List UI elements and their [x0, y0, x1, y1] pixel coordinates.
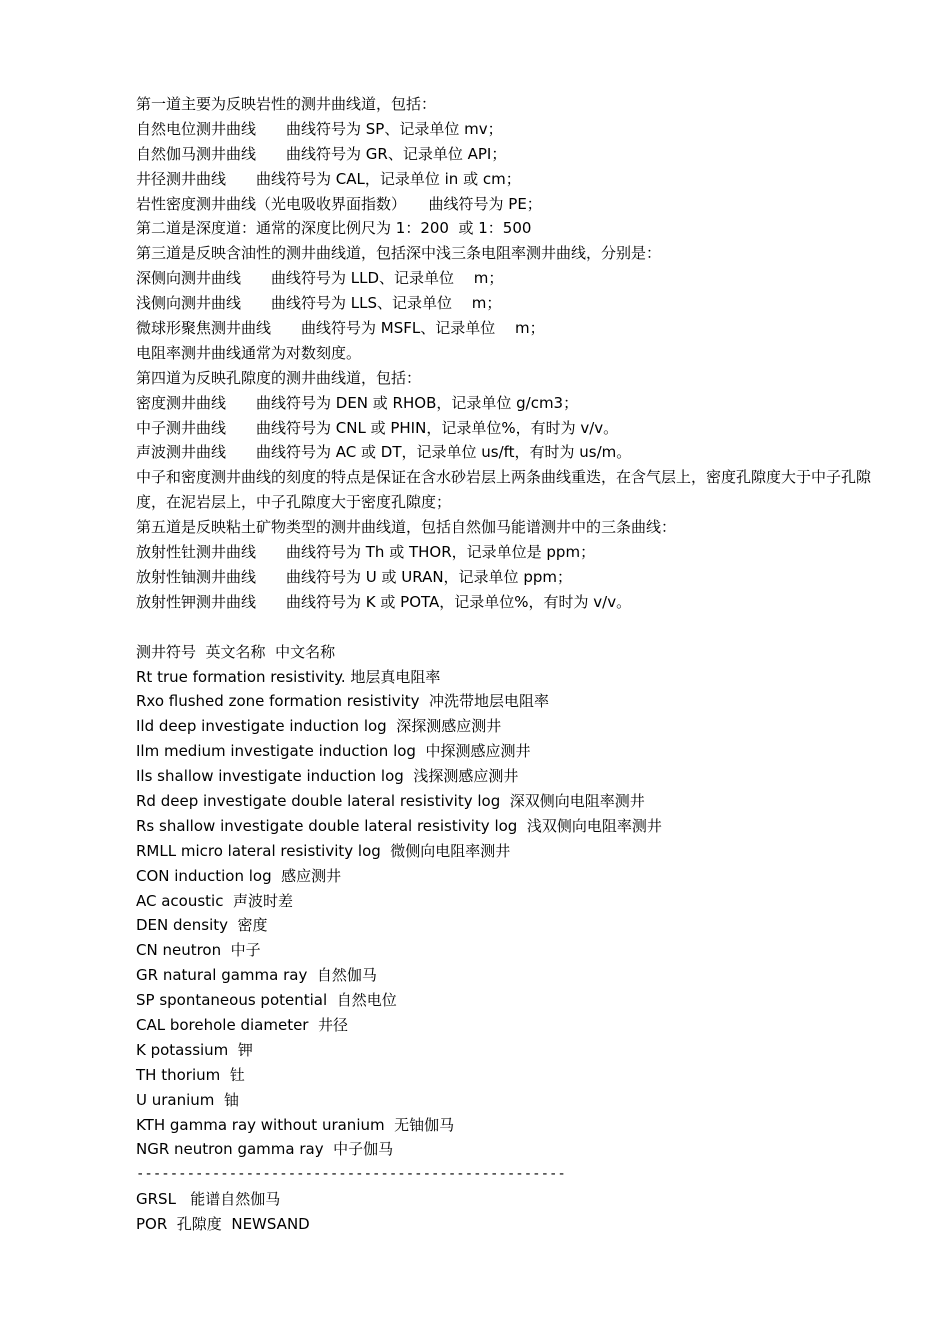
glossary-section	[136, 640, 896, 1237]
glossary-entry: DEN density 密度	[136, 916, 268, 935]
text-line: 第五道是反映粘土矿物类型的测井曲线道，包括自然伽马能谱测井中的三条曲线：	[136, 518, 677, 537]
glossary-entry: Rt true formation resistivity. 地层真电阻率	[136, 667, 441, 686]
spacer	[136, 615, 896, 640]
track-description-section	[136, 92, 896, 615]
glossary-entry: TH thorium 钍	[136, 1065, 245, 1084]
glossary-entry: GRSL 能谱自然伽马	[136, 1190, 281, 1209]
glossary-entry: CN neutron 中子	[136, 941, 261, 960]
glossary-header: 测井符号 英文名称 中文名称	[136, 642, 336, 661]
text-line: 井径测井曲线 曲线符号为 CAL，记录单位 in 或 cm；	[136, 169, 521, 188]
glossary-entry: Ild deep investigate induction log 深探测感应测井	[136, 717, 502, 736]
text-line: 第三道是反映含油性的测井曲线道，包括深中浅三条电阻率测井曲线，分别是：	[136, 244, 662, 263]
text-line: 第一道主要为反映岩性的测井曲线道，包括：	[136, 95, 437, 113]
text-line: 岩性密度测井曲线（光电吸收界面指数） 曲线符号为 PE；	[136, 194, 542, 213]
glossary-entry: RMLL micro lateral resistivity log 微侧向电阻率测井	[136, 841, 511, 860]
divider-line: ---------------------------------------------------	[136, 1166, 566, 1183]
glossary-entry: Rxo flushed zone formation resistivity 冲洗带地层电阻率	[136, 692, 550, 711]
glossary-entry: Ils shallow investigate induction log 浅探测感应测井	[136, 767, 519, 786]
text-line: 放射性铀测井曲线 曲线符号为 U 或 URAN，记录单位 ppm；	[136, 567, 572, 586]
glossary-entry: NGR neutron gamma ray 中子伽马	[136, 1140, 394, 1159]
text-line: 中子测井曲线 曲线符号为 CNL 或 PHIN，记录单位%，有时为 v/v。	[136, 418, 619, 437]
glossary-entry: Rd deep investigate double lateral resistivity log 深双侧向电阻率测井	[136, 791, 645, 810]
text-line: 微球形聚焦测井曲线 曲线符号为 MSFL、记录单位 m；	[136, 319, 545, 338]
text-line: 放射性钍测井曲线 曲线符号为 Th 或 THOR，记录单位是 ppm；	[136, 543, 596, 562]
glossary-entry: KTH gamma ray without uranium 无铀伽马	[136, 1115, 455, 1134]
text-line: 自然电位测井曲线 曲线符号为 SP、记录单位 mv；	[136, 119, 503, 138]
text-line: 放射性钾测井曲线 曲线符号为 K 或 POTA，记录单位%，有时为 v/v。	[136, 592, 632, 611]
paragraph: 中子和密度测井曲线的刻度的特点是保证在含水砂岩层上两条曲线重迭，在含气层上，密度孔隙度大于中子孔隙度，在泥岩层上，中子孔隙度大于密度孔隙度；	[136, 468, 872, 512]
glossary-entry: GR natural gamma ray 自然伽马	[136, 966, 377, 985]
glossary-entry: K potassium 钾	[136, 1040, 253, 1059]
glossary-entry: Rs shallow investigate double lateral resistivity log 浅双侧向电阻率测井	[136, 816, 662, 835]
text-line: 第四道为反映孔隙度的测井曲线道，包括：	[136, 368, 422, 387]
text-line: 密度测井曲线 曲线符号为 DEN 或 RHOB，记录单位 g/cm3；	[136, 393, 579, 412]
glossary-entry: CON induction log 感应测井	[136, 866, 342, 885]
glossary-entry: Ilm medium investigate induction log 中探测感应测井	[136, 742, 531, 761]
glossary-entry: AC acoustic 声波时差	[136, 891, 294, 910]
text-line: 自然伽马测井曲线 曲线符号为 GR、记录单位 API；	[136, 144, 507, 163]
text-line: 电阻率测井曲线通常为对数刻度。	[136, 343, 362, 362]
document-body	[136, 92, 896, 1237]
text-line: 浅侧向测井曲线 曲线符号为 LLS、记录单位 m；	[136, 294, 502, 313]
text-line: 深侧向测井曲线 曲线符号为 LLD、记录单位 m；	[136, 269, 504, 288]
glossary-entry: SP spontaneous potential 自然电位	[136, 991, 397, 1010]
glossary-entry: U uranium 铀	[136, 1090, 239, 1109]
text-line: 声波测井曲线 曲线符号为 AC 或 DT，记录单位 us/ft，有时为 us/m。	[136, 443, 632, 462]
glossary-entry: CAL borehole diameter 井径	[136, 1015, 349, 1034]
text-line: 第二道是深度道：通常的深度比例尺为 1：200 或 1：500	[136, 219, 532, 238]
glossary-entry: POR 孔隙度 NEWSAND	[136, 1215, 310, 1234]
